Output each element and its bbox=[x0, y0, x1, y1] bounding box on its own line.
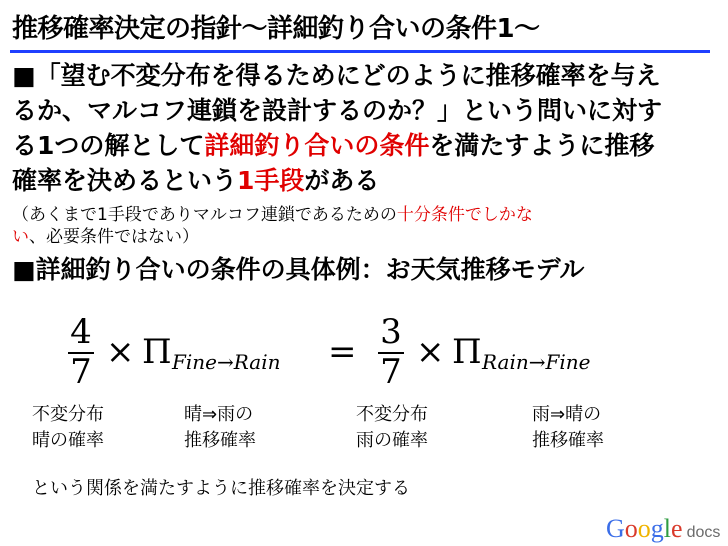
left-subscript: Fine→Rain bbox=[172, 350, 281, 374]
label-line-1: 不変分布 bbox=[32, 404, 104, 425]
note-post: 、必要条件ではない） bbox=[29, 227, 199, 247]
slide-title: 推移確率決定の指針～詳細釣り合いの条件1～ bbox=[12, 14, 540, 44]
para-line-3-post: を満たすように推移 bbox=[429, 131, 655, 160]
left-numerator: 4 bbox=[70, 312, 92, 352]
detailed-balance-formula bbox=[66, 312, 666, 392]
label-line-2: 推移確率 bbox=[184, 430, 256, 451]
one-method-highlight: 1手段 bbox=[237, 166, 305, 195]
para-line-2: るか、マルコフ連鎖を設計するのか？」という問いに対す bbox=[12, 96, 663, 125]
logo-letter: l bbox=[663, 514, 672, 543]
logo-letter: o bbox=[637, 514, 651, 543]
sufficient-condition-highlight: 十分条件でしかな bbox=[396, 205, 533, 225]
right-numerator: 3 bbox=[380, 312, 402, 352]
label-line-2: 雨の確率 bbox=[356, 430, 428, 451]
label-invariant-fine bbox=[32, 402, 104, 454]
para-line-1: ■「望む不変分布を得るためにどのように推移確率を与え bbox=[12, 61, 661, 90]
label-line-1: 晴⇒雨の bbox=[184, 404, 254, 425]
left-denominator: 7 bbox=[70, 352, 92, 392]
label-invariant-rain bbox=[356, 402, 428, 454]
right-denominator: 7 bbox=[380, 352, 402, 392]
times-symbol-right: × bbox=[416, 332, 445, 372]
pi-symbol-right: Π bbox=[452, 332, 482, 372]
label-line-2: 晴の確率 bbox=[32, 430, 104, 451]
title-underline bbox=[10, 50, 710, 53]
docs-wordmark: docs bbox=[686, 524, 721, 541]
equals-symbol: = bbox=[328, 332, 357, 372]
label-line-1: 雨⇒晴の bbox=[532, 404, 602, 425]
label-line-1: 不変分布 bbox=[356, 404, 428, 425]
main-text bbox=[12, 58, 716, 287]
para-line-4 bbox=[12, 163, 716, 198]
label-line-2: 推移確率 bbox=[532, 430, 604, 451]
google-wordmark bbox=[606, 514, 683, 543]
label-transition-rain-fine bbox=[532, 402, 604, 454]
para-line-4-post: がある bbox=[304, 166, 380, 195]
para-line-3 bbox=[12, 128, 716, 163]
logo-letter: o bbox=[624, 514, 638, 543]
logo-letter: G bbox=[606, 514, 625, 543]
times-symbol-left: × bbox=[106, 332, 135, 372]
sufficient-condition-highlight-2: い bbox=[12, 227, 29, 247]
logo-letter: e bbox=[671, 514, 683, 543]
parenthetical-note bbox=[12, 204, 716, 248]
note-pre: （あくまで1手段でありマルコフ連鎖であるための bbox=[12, 205, 397, 225]
label-transition-fine-rain bbox=[184, 402, 256, 454]
right-subscript: Rain→Fine bbox=[482, 350, 591, 374]
para-line-3-pre: る1つの解として bbox=[12, 131, 205, 160]
google-docs-logo bbox=[606, 514, 720, 544]
conclusion-text: という関係を満たすように推移確率を決定する bbox=[32, 478, 410, 499]
section-heading-example: ■詳細釣り合いの条件の具体例：お天気推移モデル bbox=[12, 255, 585, 284]
para-line-4-pre: 確率を決めるという bbox=[12, 166, 238, 195]
pi-symbol-left: Π bbox=[142, 332, 172, 372]
detailed-balance-highlight: 詳細釣り合いの条件 bbox=[204, 131, 430, 160]
logo-letter: g bbox=[650, 514, 664, 543]
